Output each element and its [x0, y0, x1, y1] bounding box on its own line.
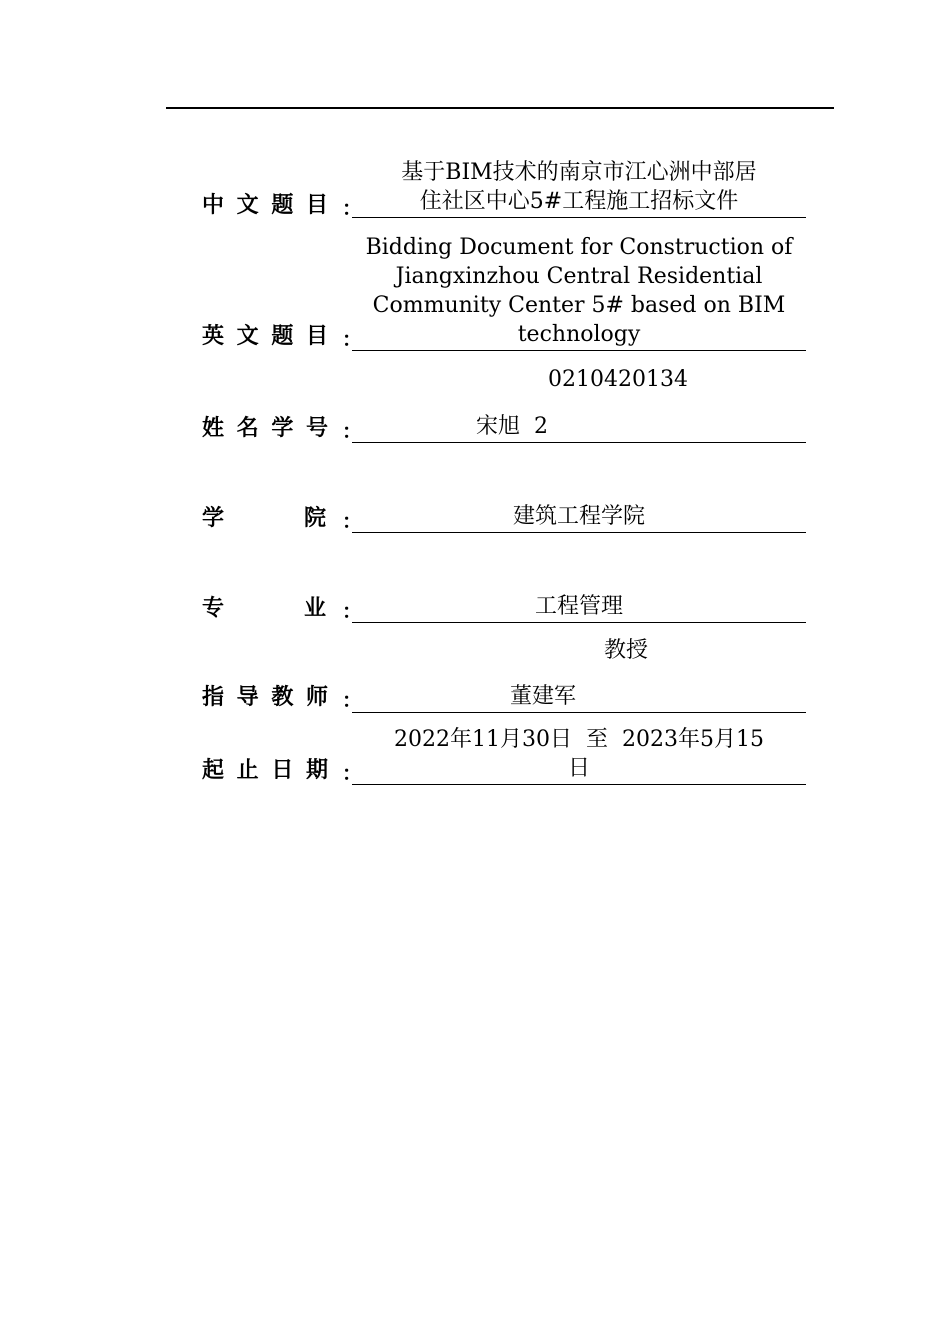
label-char: 学	[202, 506, 225, 531]
label-char: 名	[236, 416, 259, 441]
label-char: 姓	[202, 416, 225, 441]
label-char: 题	[271, 324, 294, 349]
top-rule	[166, 107, 834, 109]
label-char: 院	[303, 506, 326, 531]
label-char: 业	[303, 596, 326, 621]
label-char: 题	[271, 193, 294, 218]
advisor-name: 董建军	[510, 684, 577, 709]
major-colon: ：	[342, 599, 362, 623]
major-value	[352, 592, 806, 623]
dates-line: 日	[567, 756, 590, 781]
advisor-label	[202, 684, 328, 712]
english-title-line: Community Center 5# based on BIM	[372, 293, 786, 318]
advisor-title: 教授	[603, 638, 648, 663]
student-name: 宋旭 2	[476, 414, 548, 439]
label-char: 止	[236, 758, 259, 783]
label-char: 学	[271, 416, 294, 441]
dates-value	[352, 725, 806, 785]
english-title-line: Jiangxinzhou Central Residential	[395, 264, 763, 289]
label-char: 专	[202, 596, 225, 621]
label-char: 文	[236, 324, 259, 349]
name-id-colon: ：	[342, 419, 362, 443]
english-title-line: technology	[517, 322, 641, 347]
english-title-label	[202, 323, 328, 351]
chinese-title-colon: ：	[342, 196, 362, 220]
label-char: 教	[271, 685, 294, 710]
college-value	[352, 502, 806, 533]
chinese-title-label	[202, 192, 328, 220]
label-char: 师	[305, 685, 328, 710]
chinese-title-line: 基于BIM技术的南京市江心洲中部居	[401, 160, 757, 185]
name-id-value	[352, 412, 806, 443]
dates-label	[202, 757, 328, 785]
label-char: 英	[202, 324, 225, 349]
label-char: 导	[236, 685, 259, 710]
advisor-value	[352, 682, 806, 713]
label-char: 文	[236, 193, 259, 218]
chinese-title-value	[352, 158, 806, 218]
label-char: 目	[305, 324, 328, 349]
english-title-value	[352, 233, 806, 351]
english-title-line: Bidding Document for Construction of	[365, 235, 793, 260]
student-id-number: 0210420134	[548, 367, 688, 392]
college-name: 建筑工程学院	[512, 504, 645, 529]
name-id-label	[202, 415, 328, 443]
label-char: 日	[271, 758, 294, 783]
label-char: 号	[305, 416, 328, 441]
label-char: 起	[202, 758, 225, 783]
dates-colon: ：	[342, 761, 362, 785]
major-label	[202, 595, 326, 623]
college-label	[202, 505, 326, 533]
label-char: 期	[305, 758, 328, 783]
label-char: 目	[305, 193, 328, 218]
label-char: 中	[202, 193, 225, 218]
label-char: 指	[202, 685, 225, 710]
major-name: 工程管理	[534, 594, 623, 619]
advisor-colon: ：	[342, 688, 362, 712]
dates-line: 2022年11月30日 至 2023年5月15	[394, 727, 764, 752]
chinese-title-line: 住社区中心5#工程施工招标文件	[419, 189, 739, 214]
college-colon: ：	[342, 509, 362, 533]
english-title-colon: ：	[342, 327, 362, 351]
